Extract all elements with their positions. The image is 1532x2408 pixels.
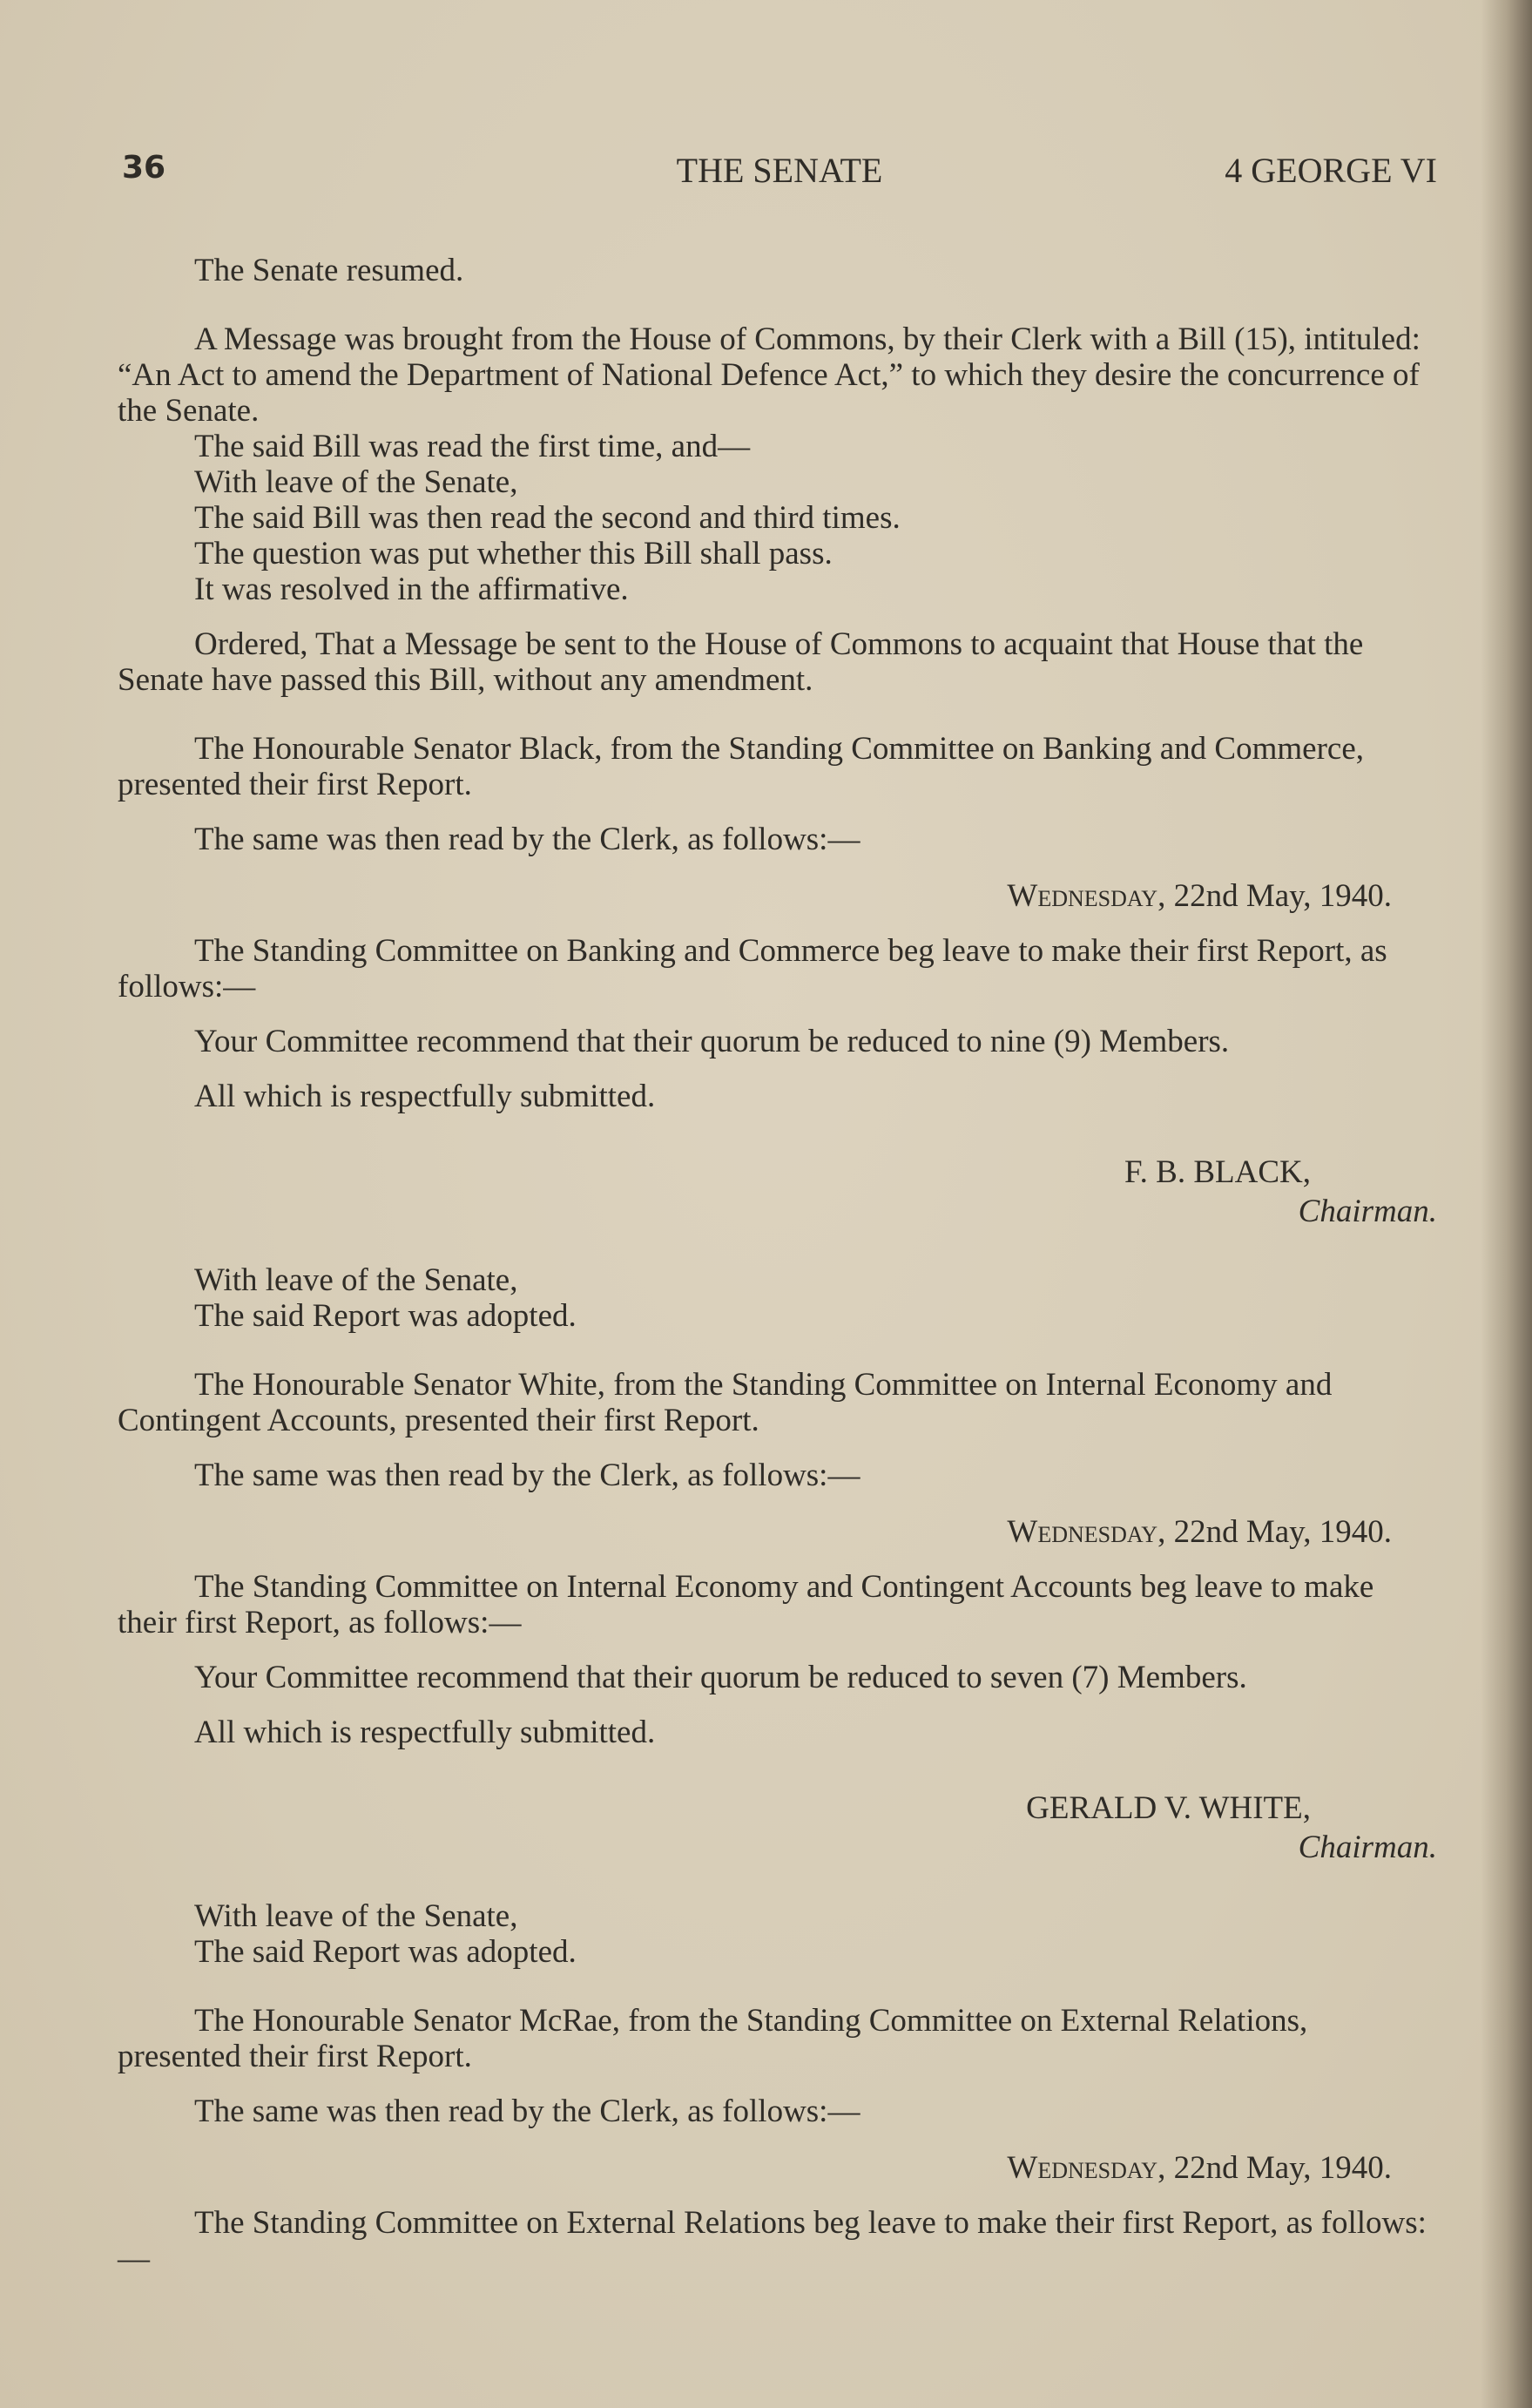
paragraph: The said Bill was then read the second and third times. [194,500,901,536]
paragraph: It was resolved in the affirmative. [194,572,629,607]
chairman-title: Chairman. [1298,1830,1437,1865]
reign-label: 4 GEORGE VI [1225,151,1437,190]
paragraph: The Honourable Senator Black, from the Standing Committee on Banking and Commerce, presented their first Report. [118,731,1365,802]
report-date [118,2150,1392,2186]
chairman-name: GERALD V. WHITE, [1026,1790,1311,1826]
paragraph: The Honourable Senator White, from the Standing Committee on Internal Economy and Contingent Accounts, presented their first Report. [118,1367,1333,1438]
paragraph: With leave of the Senate, [194,1262,518,1298]
paragraph: The same was then read by the Clerk, as follows:— [194,2093,860,2129]
paragraph: With leave of the Senate, [194,1898,518,1934]
paragraph: The Honourable Senator McRae, from the Standing Committee on External Relations, presented their first Report. [118,2003,1308,2074]
report-date [118,878,1392,914]
signature-block [118,1154,1437,1190]
paragraph: The said Bill was read the first time, and— [194,429,751,464]
paragraph: Your Committee recommend that their quorum be reduced to nine (9) Members. [194,1024,1230,1059]
report-date [118,1514,1392,1550]
page-body [118,253,1437,2276]
date-text: , 22nd May, 1940. [1157,1514,1392,1550]
running-title: THE SENATE [676,151,883,190]
paragraph: The said Report was adopted. [194,1298,577,1334]
weekday: Wednesday [1007,2150,1158,2186]
weekday: Wednesday [1007,1514,1158,1550]
paragraph: The same was then read by the Clerk, as follows:— [194,1458,860,1493]
paragraph: The Standing Committee on Internal Economy and Contingent Accounts beg leave to make their first Report, as follows:— [118,1569,1374,1640]
chairman-title: Chairman. [1298,1194,1437,1229]
paragraph: The same was then read by the Clerk, as follows:— [194,822,860,857]
paragraph: The Senate resumed. [194,253,464,288]
paragraph: The Standing Committee on Banking and Commerce beg leave to make their first Report, as follows:— [118,933,1387,1004]
chairman-name: F. B. BLACK, [1124,1154,1311,1190]
paragraph: The said Report was adopted. [194,1934,577,1970]
paragraph: The Standing Committee on External Relations beg leave to make their first Report, as follows:— [118,2205,1427,2276]
paragraph: All which is respectfully submitted. [194,1079,656,1114]
date-text: , 22nd May, 1940. [1157,2150,1392,2186]
signature-block [118,1790,1437,1826]
paragraph: All which is respectfully submitted. [194,1715,656,1750]
paragraph: Ordered, That a Message be sent to the House of Commons to acquaint that House that the Senate have passed this Bill, without any amendment. [118,626,1364,698]
paragraph: A Message was brought from the House of Commons, by their Clerk with a Bill (15), intituled: “An Act to amend the Department of National Defence Act,” to which they desire the concurrence of the Senate. [118,321,1421,429]
page-number: 36 [122,150,166,186]
page-header [122,150,1437,202]
weekday: Wednesday [1007,878,1158,914]
date-text: , 22nd May, 1940. [1157,878,1392,914]
paragraph: Your Committee recommend that their quorum be reduced to seven (7) Members. [194,1660,1247,1695]
paragraph: The question was put whether this Bill shall pass. [194,536,833,572]
paragraph: With leave of the Senate, [194,464,518,500]
